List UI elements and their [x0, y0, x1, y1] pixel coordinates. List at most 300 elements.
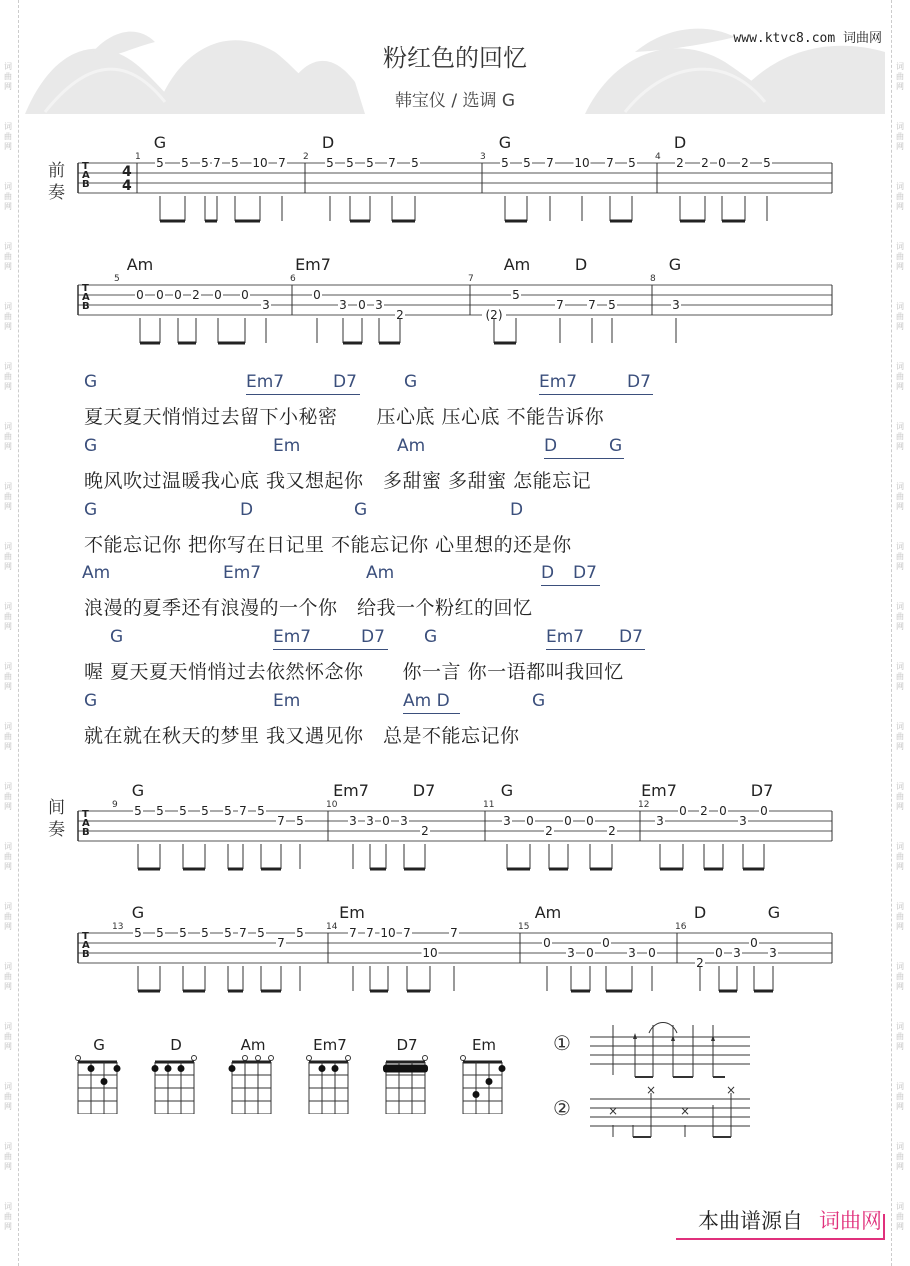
margin-watermark-char: 曲 — [4, 192, 12, 201]
chord-open-string — [269, 1056, 274, 1061]
time-signature-digit: 4 — [122, 164, 132, 180]
margin-watermark-char: 曲 — [896, 432, 904, 441]
tab-note: 5 — [296, 926, 304, 940]
margin-watermark-char: 网 — [896, 1042, 904, 1051]
tab-chord-name: G — [131, 903, 145, 922]
margin-watermark-char: 网 — [896, 982, 904, 991]
chord-finger-dot — [101, 1078, 108, 1085]
chord-diagram-grid — [74, 1054, 122, 1114]
measure-number: 14 — [326, 922, 338, 932]
tab-note: 0 — [382, 814, 390, 828]
margin-watermark-char: 网 — [4, 802, 12, 811]
measure-number: 5 — [114, 274, 120, 284]
tab-note: 7 — [239, 804, 247, 818]
measure-number: 13 — [112, 922, 124, 932]
chord-finger-dot — [152, 1065, 159, 1072]
tab-note: 7 — [278, 156, 286, 170]
lyric-chord: G — [609, 436, 623, 456]
margin-watermark-char: 曲 — [896, 852, 904, 861]
tab-note: 3 — [400, 814, 408, 828]
staff-letter: B — [82, 827, 90, 838]
tab-chord-name: D — [693, 903, 707, 922]
svg-text:×: × — [646, 1083, 657, 1097]
tab-note: 0 — [174, 288, 182, 302]
margin-watermark-char: 网 — [896, 622, 904, 631]
tab-note: 2 — [608, 824, 616, 838]
tab-note: 2 — [741, 156, 749, 170]
margin-watermark-char: 网 — [896, 802, 904, 811]
chord-barre — [383, 1065, 428, 1073]
lyric-chord: Am — [397, 436, 426, 456]
tab-note: 3 — [366, 814, 374, 828]
footer-side-line — [883, 1214, 885, 1239]
tab-note: 2 — [700, 804, 708, 818]
margin-watermark-char: 网 — [4, 382, 12, 391]
lyric-chord: D — [544, 436, 558, 456]
staff-letter: A — [82, 292, 90, 303]
lyric-chord: D7 — [619, 627, 643, 647]
margin-watermark-char: 词 — [896, 62, 904, 71]
tab-note: 5 — [763, 156, 771, 170]
tab-note: 0 — [719, 804, 727, 818]
tab-note: 0 — [679, 804, 687, 818]
margin-watermark-char: 词 — [4, 302, 12, 311]
margin-watermark-char: 曲 — [896, 72, 904, 81]
tab-note: 2 — [676, 156, 684, 170]
lyric-chord: G — [84, 691, 98, 711]
tab-staff-row — [0, 778, 910, 890]
tab-note: 5 — [628, 156, 636, 170]
chord-finger-dot — [88, 1065, 95, 1072]
tab-note: 0 — [241, 288, 249, 302]
chord-finger-dot — [319, 1065, 326, 1072]
tab-note: 3 — [503, 814, 511, 828]
margin-watermark-char: 词 — [896, 782, 904, 791]
margin-watermark-char: 词 — [4, 962, 12, 971]
margin-watermark-char: 曲 — [4, 1092, 12, 1101]
chord-finger-dot — [486, 1078, 493, 1085]
staff-letter: A — [82, 940, 90, 951]
chord-finger-dot — [499, 1065, 506, 1072]
tab-note: 5 — [366, 156, 374, 170]
margin-watermark-char: 词 — [896, 422, 904, 431]
lyric-chord: D7 — [333, 372, 357, 392]
margin-watermark-char: 曲 — [4, 792, 12, 801]
lyric-line: 夏天夏天悄悄过去留下小秘密 压心底 压心底 不能告诉你 — [84, 406, 605, 428]
measure-number: 4 — [655, 152, 661, 162]
margin-watermark-char: 曲 — [4, 372, 12, 381]
staff-letter: T — [82, 809, 89, 820]
chord-group-underline — [544, 458, 624, 459]
tab-note: 7 — [606, 156, 614, 170]
tab-note: 5 — [224, 804, 232, 818]
margin-watermark-char: 曲 — [4, 672, 12, 681]
chord-open-string — [192, 1056, 197, 1061]
chord-diagram-name: D — [170, 1036, 182, 1054]
measure-number: 15 — [518, 922, 530, 932]
margin-watermark-char: 网 — [896, 142, 904, 151]
tab-chord-name: Am — [126, 255, 154, 274]
margin-watermark-char: 词 — [4, 1082, 12, 1091]
margin-watermark-char: 曲 — [896, 1092, 904, 1101]
footer-source — [698, 1205, 882, 1235]
tab-note: 5 — [224, 926, 232, 940]
tab-note: 3 — [739, 814, 747, 828]
tab-note: 5 — [326, 156, 334, 170]
lyric-chord: G — [354, 500, 368, 520]
tab-note: (2) — [485, 308, 503, 322]
chord-open-string — [76, 1056, 81, 1061]
tab-note: 5 — [179, 804, 187, 818]
staff-letter: T — [82, 161, 89, 172]
margin-watermark-char: 词 — [896, 902, 904, 911]
tab-staff-row — [0, 900, 910, 1012]
tab-note: 2 — [192, 288, 200, 302]
tab-note: 5 — [296, 814, 304, 828]
tab-note: 5 — [201, 926, 209, 940]
margin-watermark-char: 曲 — [896, 492, 904, 501]
section-label-intro: 前奏 — [48, 161, 65, 203]
margin-watermark-char: 网 — [4, 262, 12, 271]
margin-watermark-char: 网 — [896, 562, 904, 571]
margin-watermark-char: 网 — [4, 322, 12, 331]
margin-watermark-char: 网 — [896, 262, 904, 271]
margin-watermark-char: 网 — [896, 202, 904, 211]
margin-watermark-char: 网 — [4, 622, 12, 631]
tab-note: 7 — [450, 926, 458, 940]
margin-watermark-char: 曲 — [896, 192, 904, 201]
tab-note: 3 — [672, 298, 680, 312]
margin-watermark-char: 曲 — [4, 492, 12, 501]
staff-letter: B — [82, 301, 90, 312]
margin-watermark-char: 曲 — [4, 132, 12, 141]
tab-note: 10 — [574, 156, 590, 170]
margin-watermark-char: 词 — [4, 542, 12, 551]
margin-watermark-char: 词 — [896, 662, 904, 671]
tab-note: 0 — [715, 946, 723, 960]
tab-chord-name: D — [321, 133, 335, 152]
margin-watermark-char: 网 — [4, 502, 12, 511]
margin-watermark-char: 网 — [4, 442, 12, 451]
tab-note: 2 — [696, 956, 704, 970]
tab-note: 5 — [201, 804, 209, 818]
lyric-chord: G — [532, 691, 546, 711]
margin-watermark-char: 词 — [896, 242, 904, 251]
margin-watermark-char: 词 — [4, 122, 12, 131]
tab-note: 5 — [257, 926, 265, 940]
chord-finger-dot — [114, 1065, 121, 1072]
tab-chord-name: Em7 — [641, 781, 677, 800]
margin-watermark-char: 曲 — [4, 1212, 12, 1221]
margin-watermark-char: 网 — [896, 682, 904, 691]
staff-letter: T — [82, 931, 89, 942]
tab-note: 0 — [648, 946, 656, 960]
lyric-chord: D — [240, 500, 254, 520]
tab-note: 7 — [403, 926, 411, 940]
tab-note: 2 — [701, 156, 709, 170]
margin-watermark-char: 曲 — [896, 732, 904, 741]
margin-watermark-char: 曲 — [896, 912, 904, 921]
song-subtitle: 韩宝仪 / 选调 G — [394, 91, 516, 111]
margin-watermark-char: 曲 — [896, 312, 904, 321]
margin-watermark-char: 曲 — [4, 732, 12, 741]
margin-watermark-char: 曲 — [4, 912, 12, 921]
margin-watermark-char: 曲 — [4, 1032, 12, 1041]
tab-note: 5 — [201, 156, 209, 170]
tab-note: 7 — [546, 156, 554, 170]
chord-diagram-grid — [228, 1054, 276, 1114]
tab-note: 3 — [628, 946, 636, 960]
margin-watermark-char: 网 — [4, 142, 12, 151]
chord-open-string — [307, 1056, 312, 1061]
tab-note: 7 — [556, 298, 564, 312]
tab-note: 0 — [718, 156, 726, 170]
margin-watermark-char: 词 — [4, 842, 12, 851]
margin-watermark-char: 网 — [4, 982, 12, 991]
measure-number: 1 — [135, 152, 141, 162]
chord-open-string — [461, 1056, 466, 1061]
svg-text:×: × — [680, 1104, 691, 1118]
tab-note: 5 — [156, 804, 164, 818]
tab-note: 5 — [523, 156, 531, 170]
tab-note: 3 — [567, 946, 575, 960]
chord-finger-dot — [165, 1065, 172, 1072]
chord-group-underline — [403, 713, 460, 714]
chord-diagram-name: Am — [240, 1036, 266, 1054]
lyric-chord: Em — [273, 691, 301, 711]
site-url: www.ktvc8.com 词曲网 — [733, 31, 882, 46]
margin-watermark-char: 网 — [4, 862, 12, 871]
tab-note: 0 — [214, 288, 222, 302]
measure-number: 9 — [112, 800, 118, 810]
staff-letter: T — [82, 283, 89, 294]
tab-note: 10 — [380, 926, 396, 940]
measure-number: 3 — [480, 152, 486, 162]
margin-watermark-char: 曲 — [4, 72, 12, 81]
measure-number: 2 — [303, 152, 309, 162]
margin-watermark-char: 词 — [896, 302, 904, 311]
tab-chord-name: D7 — [750, 781, 774, 800]
margin-watermark-char: 词 — [896, 182, 904, 191]
tab-note: 3 — [375, 298, 383, 312]
margin-watermark-char: 网 — [4, 562, 12, 571]
tab-note: 7 — [588, 298, 596, 312]
margin-watermark-char: 网 — [4, 1102, 12, 1111]
tab-chord-name: D — [574, 255, 588, 274]
tab-chord-name: G — [153, 133, 167, 152]
tab-chord-name: D — [673, 133, 687, 152]
tab-staff-row — [0, 252, 910, 364]
chord-group-underline — [273, 649, 388, 650]
lyric-chord: Am — [366, 563, 395, 583]
tab-chord-name: G — [500, 781, 514, 800]
tab-note: 0 — [602, 936, 610, 950]
chord-diagram-grid — [459, 1054, 507, 1114]
staff-letter: B — [82, 179, 90, 190]
lyric-line: 喔 夏天夏天悄悄过去依然怀念你 你一言 你一语都叫我回忆 — [84, 661, 624, 683]
margin-watermark-char: 词 — [896, 482, 904, 491]
lyric-chord: Em7 — [546, 627, 585, 647]
measure-number: 6 — [290, 274, 296, 284]
lyric-chord: D7 — [361, 627, 385, 647]
tab-chord-name: D7 — [412, 781, 436, 800]
margin-watermark-char: 网 — [896, 1222, 904, 1231]
tab-note: 7 — [349, 926, 357, 940]
margin-watermark-char: 网 — [4, 202, 12, 211]
rhythm-patterns — [585, 1015, 755, 1145]
tab-chord-name: Em7 — [295, 255, 331, 274]
margin-watermark-char: 词 — [4, 1142, 12, 1151]
margin-watermark-char: 曲 — [896, 612, 904, 621]
margin-watermark-char: 词 — [4, 1022, 12, 1031]
lyric-chord: G — [110, 627, 124, 647]
margin-watermark-char: 曲 — [896, 252, 904, 261]
tab-chord-name: Am — [503, 255, 531, 274]
margin-watermark-char: 词 — [896, 362, 904, 371]
lyric-chord: D — [541, 563, 555, 583]
measure-number: 12 — [638, 800, 650, 810]
margin-watermark-char: 词 — [4, 422, 12, 431]
margin-watermark-char: 网 — [896, 1102, 904, 1111]
chord-open-string — [423, 1056, 428, 1061]
footer-text: 本曲谱源自 — [698, 1209, 803, 1233]
margin-watermark-char: 曲 — [4, 252, 12, 261]
tab-note: 2 — [421, 824, 429, 838]
chord-diagram-name: G — [93, 1036, 105, 1054]
margin-watermark-char: 曲 — [896, 372, 904, 381]
lyric-chord: D7 — [573, 563, 597, 583]
margin-watermark-char: 曲 — [4, 312, 12, 321]
lyric-line: 晚风吹过温暖我心底 我又想起你 多甜蜜 多甜蜜 怎能忘记 — [84, 470, 592, 492]
lyric-line: 不能忘记你 把你写在日记里 不能忘记你 心里想的还是你 — [84, 534, 572, 556]
tab-note: 0 — [543, 936, 551, 950]
tab-note: 0 — [313, 288, 321, 302]
lyric-chord: Em7 — [273, 627, 312, 647]
chord-group-underline — [541, 585, 600, 586]
lyric-line: 浪漫的夏季还有浪漫的一个你 给我一个粉红的回忆 — [84, 597, 533, 619]
chord-group-underline — [539, 394, 653, 395]
tab-note: 0 — [156, 288, 164, 302]
tab-note: 0 — [586, 814, 594, 828]
song-title: 粉红色的回忆 — [383, 44, 527, 72]
margin-watermark-char: 词 — [896, 602, 904, 611]
margin-watermark-char: 词 — [4, 242, 12, 251]
margin-watermark-char: 网 — [4, 1162, 12, 1171]
lyric-chord: D7 — [627, 372, 651, 392]
tab-note: 5 — [134, 926, 142, 940]
rhythm-pattern-2-label: ② — [553, 1096, 571, 1120]
margin-watermark-char: 词 — [896, 1142, 904, 1151]
tab-note: 3 — [733, 946, 741, 960]
chord-diagram-name: Em7 — [313, 1036, 347, 1054]
margin-watermark-char: 词 — [4, 362, 12, 371]
margin-watermark-char: 网 — [896, 382, 904, 391]
margin-watermark-char: 网 — [896, 82, 904, 91]
tab-note: 3 — [656, 814, 664, 828]
tab-note: 0 — [760, 804, 768, 818]
lyric-chord: G — [84, 436, 98, 456]
margin-watermark-char: 网 — [896, 502, 904, 511]
margin-watermark-char: 词 — [4, 602, 12, 611]
margin-watermark-char: 网 — [4, 82, 12, 91]
lyric-chord: G — [84, 500, 98, 520]
margin-watermark-char: 曲 — [896, 552, 904, 561]
tab-note: 0 — [750, 936, 758, 950]
lyric-chord: Em7 — [223, 563, 262, 583]
footer-brand[interactable]: 词曲网 — [819, 1209, 882, 1233]
tab-note: 7 — [388, 156, 396, 170]
lyric-chord: G — [424, 627, 438, 647]
margin-watermark-char: 曲 — [4, 552, 12, 561]
tab-note: 7 — [277, 936, 285, 950]
tab-note: 3 — [339, 298, 347, 312]
tab-note: 2 — [396, 308, 404, 322]
margin-watermark-char: 网 — [4, 922, 12, 931]
tab-chord-name: G — [131, 781, 145, 800]
tab-note: 3 — [769, 946, 777, 960]
margin-watermark-char: 曲 — [896, 1032, 904, 1041]
chord-group-underline — [246, 394, 360, 395]
tab-note: 0 — [358, 298, 366, 312]
tab-note: 5 — [134, 804, 142, 818]
tab-note: 2 — [545, 824, 553, 838]
tab-note: 0 — [586, 946, 594, 960]
margin-watermark-char: 词 — [4, 62, 12, 71]
margin-watermark-char: 曲 — [4, 612, 12, 621]
tab-note: 5 — [156, 926, 164, 940]
tab-note: 5 — [231, 156, 239, 170]
chord-open-string — [256, 1056, 261, 1061]
margin-watermark-char: 词 — [896, 122, 904, 131]
tab-staff-row — [0, 130, 910, 242]
tab-chord-name: Am — [534, 903, 562, 922]
tab-note: 5 — [411, 156, 419, 170]
margin-watermark-char: 网 — [896, 322, 904, 331]
section-label-interlude: 间奏 — [48, 798, 65, 840]
margin-watermark-char: 曲 — [896, 1152, 904, 1161]
margin-watermark-char: 曲 — [896, 672, 904, 681]
margin-watermark-char: 网 — [896, 922, 904, 931]
tab-note: 0 — [564, 814, 572, 828]
margin-watermark-char: 曲 — [4, 1152, 12, 1161]
margin-watermark-char: 曲 — [896, 1212, 904, 1221]
chord-open-string — [346, 1056, 351, 1061]
chord-diagram-name: Em — [471, 1036, 497, 1054]
lyric-chord: G — [404, 372, 418, 392]
margin-watermark-char: 网 — [896, 862, 904, 871]
chord-finger-dot — [178, 1065, 185, 1072]
tab-note: 10 — [422, 946, 438, 960]
tab-note: 10 — [252, 156, 268, 170]
margin-watermark-char: 曲 — [896, 792, 904, 801]
staff-letter: A — [82, 170, 90, 181]
margin-watermark-char: 词 — [4, 722, 12, 731]
tab-note: 7 — [213, 156, 221, 170]
lyric-chord: Am — [82, 563, 111, 583]
measure-number: 16 — [675, 922, 687, 932]
margin-watermark-char: 词 — [4, 1202, 12, 1211]
tab-chord-name: Em — [339, 903, 365, 922]
tab-chord-name: G — [498, 133, 512, 152]
margin-watermark-char: 网 — [896, 442, 904, 451]
chord-diagram-grid — [151, 1054, 199, 1114]
lyric-chord: D — [510, 500, 524, 520]
margin-watermark-char: 曲 — [4, 852, 12, 861]
lyric-chord: Am D — [403, 691, 450, 711]
chord-diagram-grid — [305, 1054, 353, 1114]
tab-note: 5 — [512, 288, 520, 302]
tab-note: 3 — [349, 814, 357, 828]
